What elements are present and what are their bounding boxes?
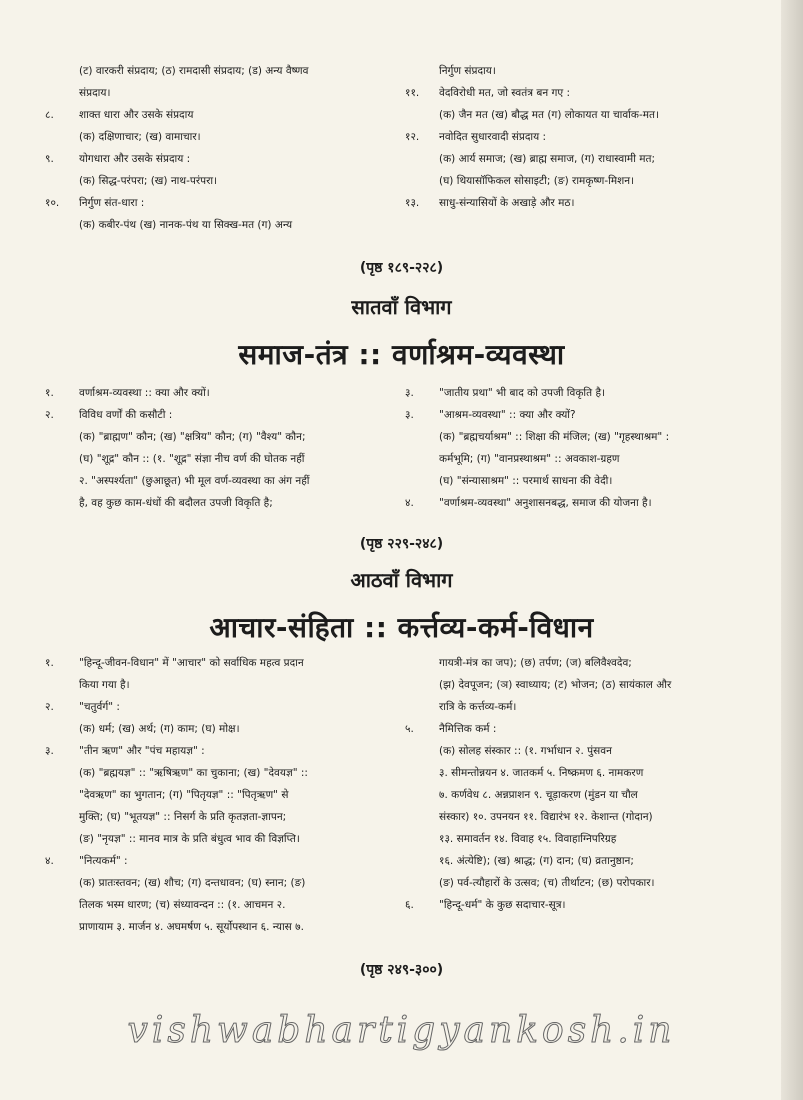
toc-item <box>45 382 385 404</box>
section-heading: सातवाँ विभाग <box>351 295 452 319</box>
item-title: निर्गुण संत-धारा : <box>79 197 145 209</box>
item-number: ११. <box>405 87 420 99</box>
item-number: ३. <box>45 745 54 757</box>
toc-item <box>405 82 745 104</box>
item-title: "तीन ऋण" और "पंच महायज्ञ" : <box>79 745 205 757</box>
toc-subitem: तिलक भस्म धारण; (च) संध्यावन्दन :: (१. आचमन २. <box>79 899 286 911</box>
item-number: ३. <box>405 387 414 399</box>
toc-subitem: (ङ) पर्व-त्यौहारों के उत्सव; (च) तीर्थाटन; (छ) परोपकार। <box>439 877 655 889</box>
right-column <box>405 652 745 938</box>
item-title: "आश्रम-व्यवस्था" :: क्या और क्यों? <box>439 409 576 421</box>
toc-subitem: रात्रि के कर्त्तव्य-कर्म। <box>439 701 517 713</box>
right-column <box>405 382 745 514</box>
toc-block-section8 <box>45 652 745 938</box>
toc-item <box>405 492 745 514</box>
toc-subitem: संस्कार) १०. उपनयन ११. विद्यारंभ १२. केशान्त (गोदान) <box>439 811 653 823</box>
item-title: नैमित्तिक कर्म : <box>439 723 497 735</box>
page-range: (पृष्ठ २४९-३००) <box>359 962 444 978</box>
toc-item <box>405 382 745 404</box>
item-number: ४. <box>45 855 54 867</box>
toc-subitem: है, वह कुछ काम-धंधों की बदौलत उपजी विकृति है; <box>79 497 273 509</box>
toc-subitem: (क) धर्म; (ख) अर्थ; (ग) काम; (घ) मोक्ष। <box>79 723 240 735</box>
toc-subitem: गायत्री-मंत्र का जप); (छ) तर्पण; (ज) बलिवैश्वदेव; <box>439 657 632 669</box>
toc-subitem: (क) "ब्रह्मचर्याश्रम" :: शिक्षा की मंजिल; (ख) "गृहस्थाश्रम" : <box>439 431 670 443</box>
item-title: शाक्त धारा और उसके संप्रदाय <box>79 109 194 121</box>
item-number: ५. <box>405 723 414 735</box>
toc-item <box>405 404 745 426</box>
right-column <box>405 60 745 236</box>
item-number: ८. <box>45 109 54 121</box>
toc-subitem: किया गया है। <box>79 679 130 691</box>
item-title: "हिन्दू-जीवन-विधान" में "आचार" को सर्वाधिक महत्व प्रदान <box>79 657 304 669</box>
item-title: "जातीय प्रथा" भी बाद को उपजी विकृति है। <box>439 387 606 399</box>
item-number: १. <box>45 387 54 399</box>
item-title: योगधारा और उसके संप्रदाय : <box>79 153 191 165</box>
toc-subitem: (क) दक्षिणाचार; (ख) वामाचार। <box>79 131 201 143</box>
toc-subitem: १६. अंत्येष्टि); (ख) श्राद्ध; (ग) दान; (घ) व्रतानुष्ठान; <box>439 855 634 867</box>
toc-subitem: ७. कर्णवेध ८. अन्नप्राशन ९. चूड़ाकरण (मुंडन या चौल <box>439 789 638 801</box>
item-title: नवोदित सुधारवादी संप्रदाय : <box>439 131 547 143</box>
item-number: ३. <box>405 409 414 421</box>
item-title: "नित्यकर्म" : <box>79 855 128 867</box>
item-number: १२. <box>405 131 420 143</box>
toc-subitem: (ङ) "नृयज्ञ" :: मानव मात्र के प्रति बंधुत्व भाव की विज्ञप्ति। <box>79 833 300 845</box>
item-title: "वर्णाश्रम-व्यवस्था" अनुशासनबद्ध, समाज की योजना है। <box>439 497 652 509</box>
left-column <box>45 652 385 938</box>
toc-item <box>45 652 385 674</box>
item-number: ९. <box>45 153 54 165</box>
toc-item <box>45 148 385 170</box>
section-title: आचार-संहिता :: कर्त्तव्य-कर्म-विधान <box>209 611 594 644</box>
toc-subitem: (क) आर्य समाज; (ख) ब्राह्म समाज, (ग) राधास्वामी मत; <box>439 153 656 165</box>
item-number: १३. <box>405 197 420 209</box>
toc-subitem: (क) कबीर-पंथ (ख) नानक-पंथ या सिक्ख-मत (ग) अन्य <box>79 219 293 231</box>
toc-item <box>45 104 385 126</box>
toc-subitem: १३. समावर्तन १४. विवाह १५. विवाहाग्निपरिग्रह <box>439 833 617 845</box>
toc-subitem: निर्गुण संप्रदाय। <box>439 65 496 77</box>
toc-block-section7 <box>45 382 745 514</box>
toc-item <box>45 740 385 762</box>
item-title: "हिन्दू-धर्म" के कुछ सदाचार-सूत्र। <box>439 899 566 911</box>
toc-item <box>45 192 385 214</box>
toc-item <box>405 894 745 916</box>
toc-subitem: संप्रदाय। <box>79 87 111 99</box>
item-number: १. <box>45 657 54 669</box>
toc-subitem: (क) जैन मत (ख) बौद्ध मत (ग) लोकायत या चार्वाक-मत। <box>439 109 659 121</box>
toc-item <box>405 192 745 214</box>
item-number: २. <box>45 409 54 421</box>
toc-subitem: (घ) "शूद्र" कौन :: (१. "शूद्र" संज्ञा नीच वर्ण की घोतक नहीं <box>79 453 305 465</box>
item-number: २. <box>45 701 54 713</box>
toc-subitem: (क) सोलह संस्कार :: (१. गर्भाधान २. पुंसवन <box>439 745 612 757</box>
toc-subitem: (क) "ब्राह्मण" कौन; (ख) "क्षत्रिय" कौन; (ग) "वैश्य" कौन; <box>79 431 306 443</box>
page-range: (पृष्ठ २२९-२४८) <box>359 536 444 552</box>
toc-item <box>45 850 385 872</box>
toc-subitem: मुक्ति; (घ) "भूतयज्ञ" :: निसर्ग के प्रति कृतज्ञता-ज्ञापन; <box>79 811 287 823</box>
toc-subitem: २. "अस्पर्श्यता" (छुआछूत) भी मूल वर्ण-व्यवस्था का अंग नहीं <box>79 475 310 487</box>
toc-subitem: (क) सिद्ध-परंपरा; (ख) नाथ-परंपरा। <box>79 175 218 187</box>
left-column <box>45 382 385 514</box>
section-heading: आठवाँ विभाग <box>350 568 453 592</box>
item-number: ६. <box>405 899 414 911</box>
toc-subitem: (ट) वारकरी संप्रदाय; (ठ) रामदासी संप्रदाय; (ड) अन्य वैष्णव <box>79 65 309 77</box>
toc-item <box>45 696 385 718</box>
toc-subitem: (झ) देवपूजन; (ञ) स्वाध्याय; (ट) भोजन; (ठ) सायंकाल और <box>439 679 672 691</box>
item-title: विविध वर्णों की कसौटी : <box>79 409 173 421</box>
toc-subitem: कर्मभूमि; (ग) "वानप्रस्थाश्रम" :: अवकाश-ग्रहण <box>439 453 620 465</box>
toc-subitem: ३. सीमन्तोन्नयन ४. जातकर्म ५. निष्क्रमण ६. नामकरण <box>439 767 644 779</box>
toc-block-previous <box>45 60 745 236</box>
toc-subitem: प्राणायाम ३. मार्जन ४. अघमर्षण ५. सूर्योपस्थान ६. न्यास ७. <box>79 921 304 933</box>
toc-item <box>45 404 385 426</box>
item-title: वेदविरोधी मत, जो स्वतंत्र बन गए : <box>439 87 571 99</box>
toc-subitem: (क) प्रातःस्तवन; (ख) शौच; (ग) दन्तधावन; (घ) स्नान; (ङ) <box>79 877 306 889</box>
item-title: वर्णाश्रम-व्यवस्था :: क्या और क्यों। <box>79 387 210 399</box>
item-title: साधु-संन्यासियों के अखाड़े और मठ। <box>439 197 575 209</box>
toc-item <box>405 126 745 148</box>
item-number: १०. <box>45 197 60 209</box>
section-title: समाज-तंत्र :: वर्णाश्रम-व्यवस्था <box>238 338 565 371</box>
page-range: (पृष्ठ १८९-२२८) <box>359 260 444 276</box>
toc-subitem: (घ) "संन्यासाश्रम" :: परमार्थ साधना की वेदी। <box>439 475 613 487</box>
toc-subitem: "देवऋण" का भुगतान; (ग) "पितृयज्ञ" :: "पितृऋण" से <box>79 789 289 801</box>
watermark: vishwabhartigyankosh.in <box>127 1010 676 1051</box>
toc-subitem: (घ) थियासॉफिकल सोसाइटी; (ङ) रामकृष्ण-मिशन। <box>439 175 635 187</box>
toc-item <box>405 718 745 740</box>
item-title: "चतुर्वर्ग" : <box>79 701 120 713</box>
left-column <box>45 60 385 236</box>
item-number: ४. <box>405 497 414 509</box>
toc-subitem: (क) "ब्रह्मयज्ञ" :: "ऋषिऋण" का चुकाना; (ख) "देवयज्ञ" :: <box>79 767 308 779</box>
